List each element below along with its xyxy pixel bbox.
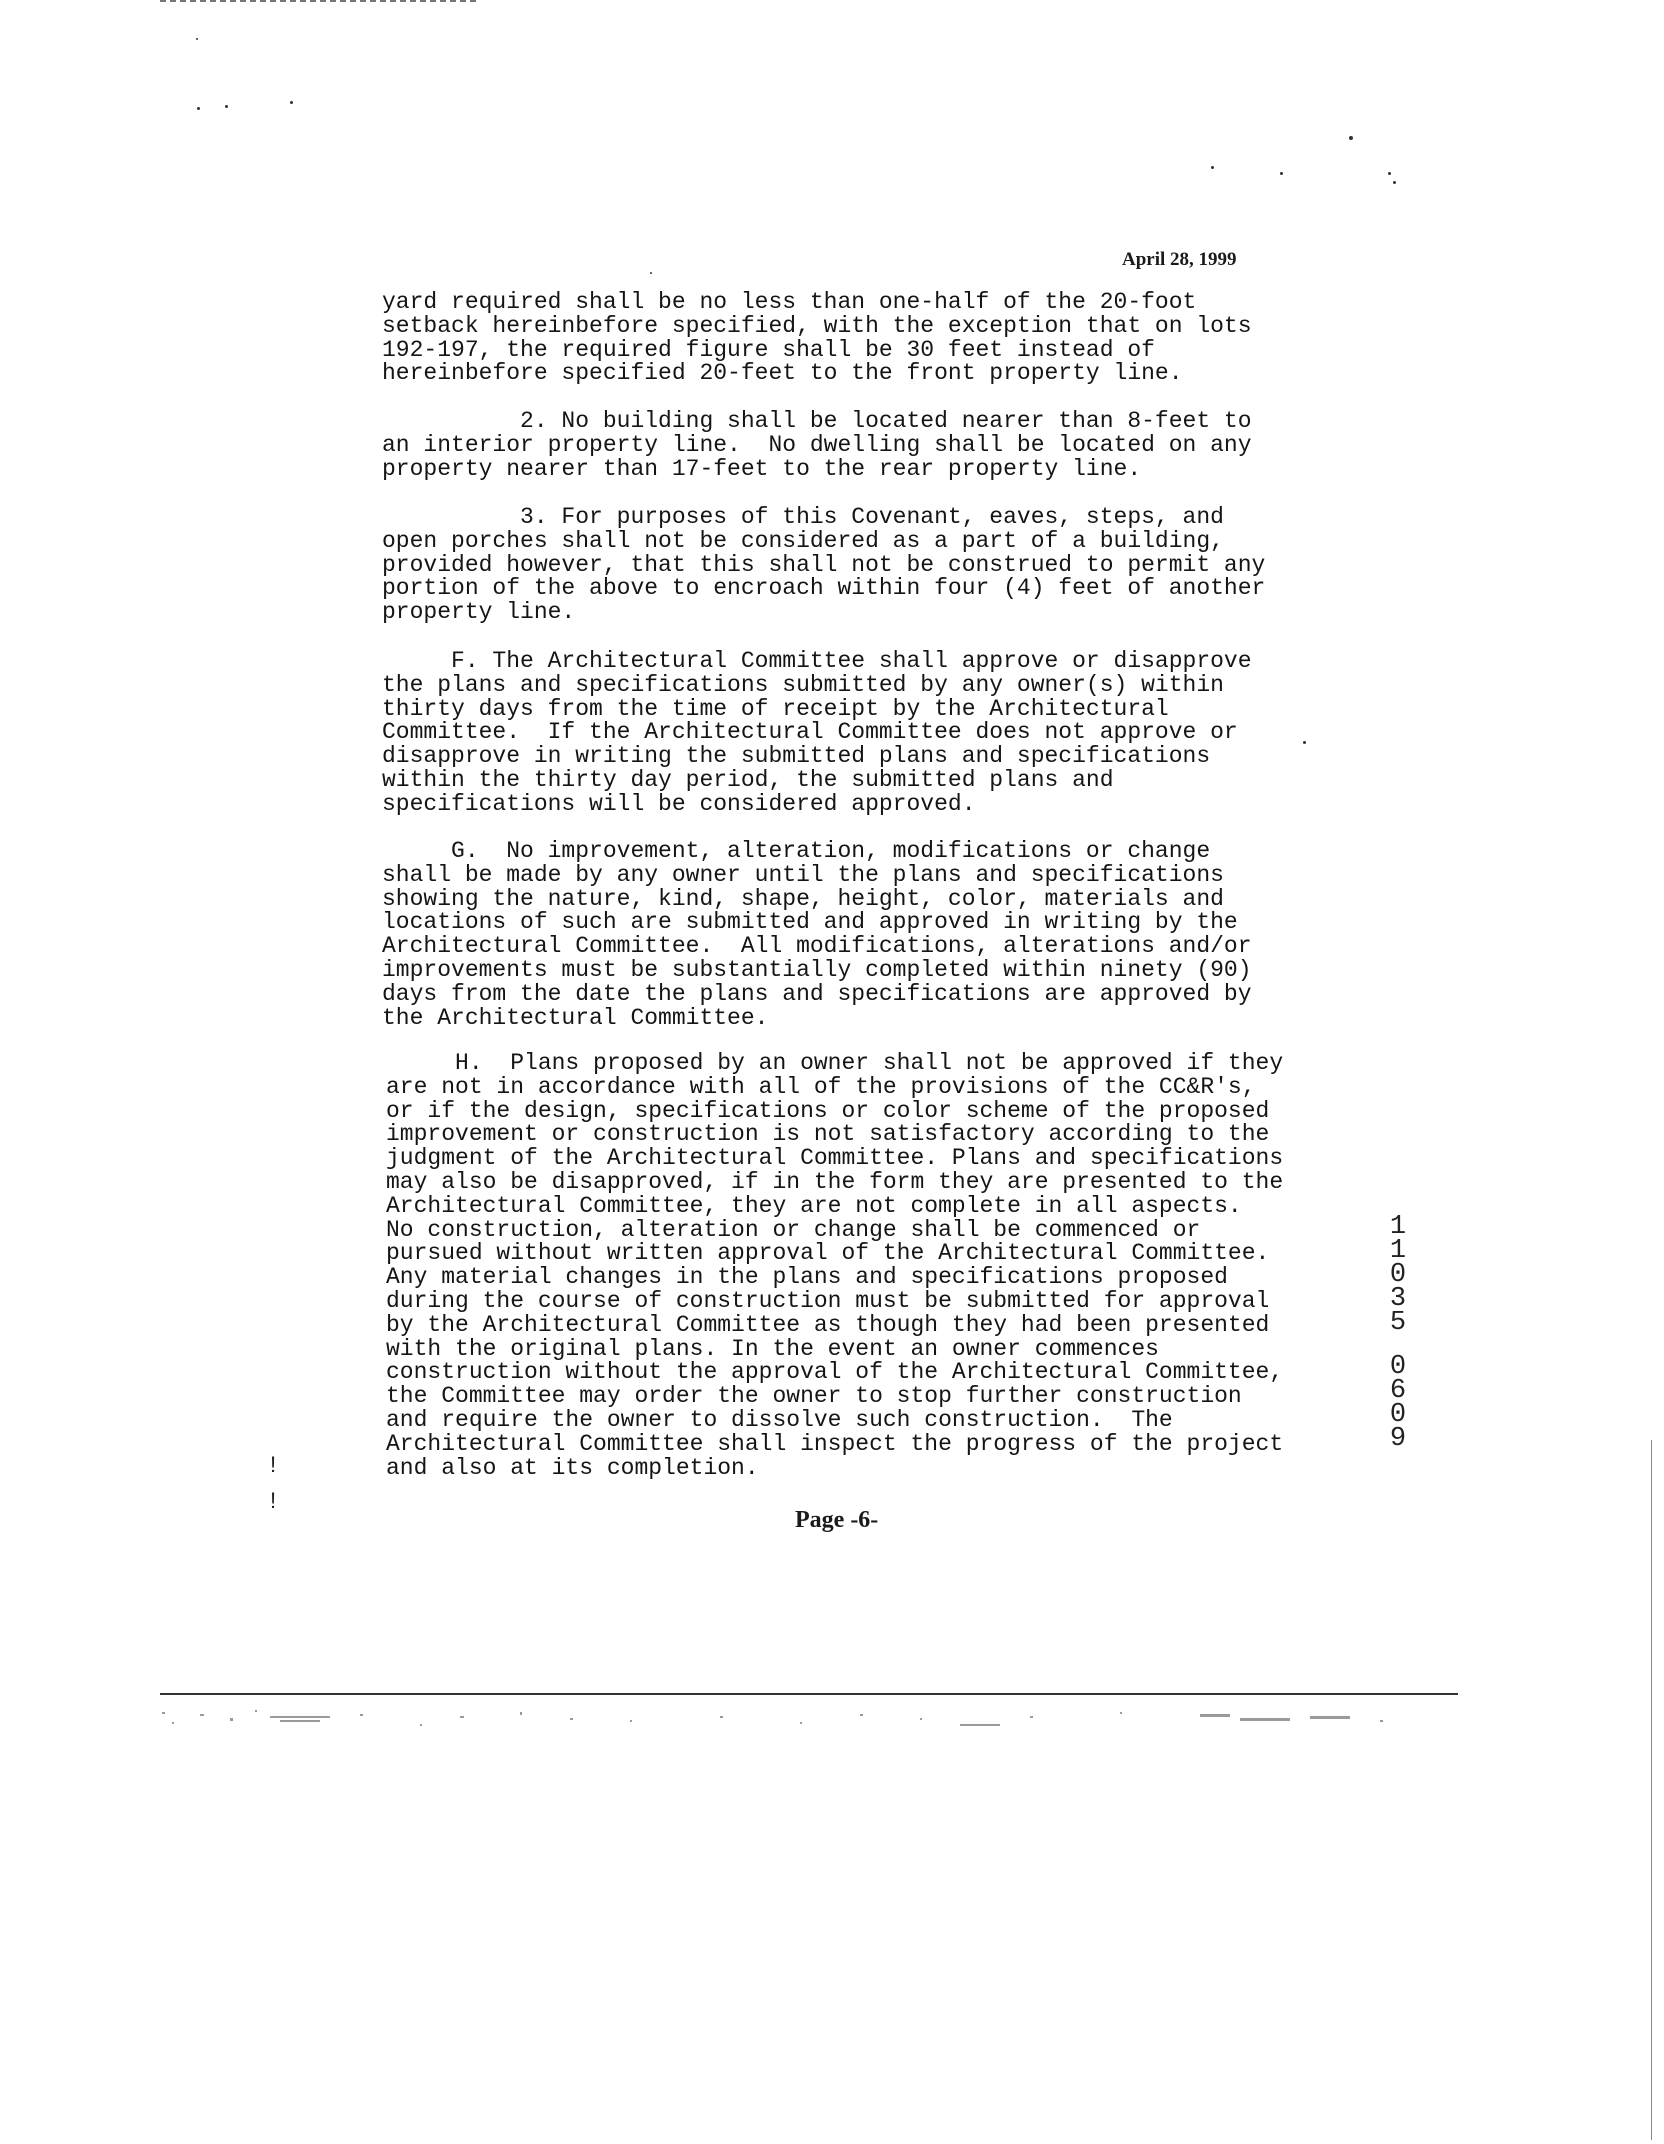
scan-speck bbox=[1211, 166, 1214, 169]
body-paragraph: 3. For purposes of this Covenant, eaves, steps, and open porches shall not be considered as a part of a building, provided however, that this shall not be construed to permit any portion of the above to encroach within four (4) feet of another property line. bbox=[382, 504, 1266, 626]
scan-artifact-top bbox=[160, 0, 480, 2]
bottom-rule bbox=[160, 1693, 1458, 1695]
recording-number-part-2: 0 6 0 9 bbox=[1389, 1352, 1407, 1454]
scan-mark: ! bbox=[270, 1488, 277, 1513]
recording-number-part-1: 1 1 0 3 5 bbox=[1389, 1212, 1407, 1338]
scan-speck bbox=[196, 38, 198, 40]
scan-speck bbox=[1349, 136, 1353, 140]
scan-speck bbox=[197, 107, 200, 110]
scan-speck bbox=[1388, 172, 1391, 175]
scan-edge-line bbox=[1651, 1440, 1652, 2140]
body-paragraph: 2. No building shall be located nearer than 8-feet to an interior property line. No dwelling shall be located on any property nearer than 17-feet to the rear property line. bbox=[382, 408, 1252, 482]
document-date: April 28, 1999 bbox=[1122, 249, 1237, 270]
body-paragraph: yard required shall be no less than one-half of the 20-foot setback hereinbefore specified, with the exception that on lots 192-197, the required figure shall be 30 feet instead of hereinbefore specified 20-feet to the front property line. bbox=[382, 289, 1252, 387]
scan-speck bbox=[1393, 181, 1396, 184]
section-h-paragraph: H. Plans proposed by an owner shall not be approved if they are not in accordance with all of the provisions of the CC&R's, or if the design, specifications or color scheme of the proposed improvement or construction is not satisfactory according to the judgment of the Architectural Committee. Plans and specifications may also be disapproved, if in the form they are presented to the Architectural Committee, they are not complete in all aspects. No construction, alteration or change shall be commenced or pursued without written approval of the Architectural Committee. Any material changes in the plans and specifications proposed during the course of construction must be submitted for approval by the Architectural Committee as though they had been presented with the original plans. In the event an owner commences construction without the approval of the Architectural Committee, the Committee may order the owner to stop further construction and require the owner to dissolve such construction. The Architectural Committee shall inspect the progress of the project and also at its completion. bbox=[386, 1050, 1284, 1481]
scan-speck bbox=[1303, 741, 1306, 744]
scan-noise-strip bbox=[160, 1704, 1458, 1734]
section-f-paragraph: F. The Architectural Committee shall approve or disapprove the plans and specifications submitted by any owner(s) within thirty days from the time of receipt by the Architectural Committee. If the Architectural Committee does not approve or disapprove in writing the submitted plans and specifications within the thirty day period, the submitted plans and specifications will be considered approved. bbox=[382, 648, 1252, 817]
scan-speck bbox=[650, 272, 652, 274]
page-number: Page -6- bbox=[795, 1507, 879, 1533]
scan-mark: ! bbox=[270, 1452, 277, 1477]
scan-speck bbox=[225, 105, 228, 108]
scan-speck bbox=[290, 101, 293, 104]
section-g-paragraph: G. No improvement, alteration, modifications or change shall be made by any owner until the plans and specifications showing the nature, kind, shape, height, color, materials and locations of such are submitted and approved in writing by the Architectural Committee. All modifications, alterations and/or improvements must be substantially completed within ninety (90) days from the date the plans and specifications are approved by the Architectural Committee. bbox=[382, 838, 1252, 1031]
scan-speck bbox=[1280, 172, 1283, 175]
